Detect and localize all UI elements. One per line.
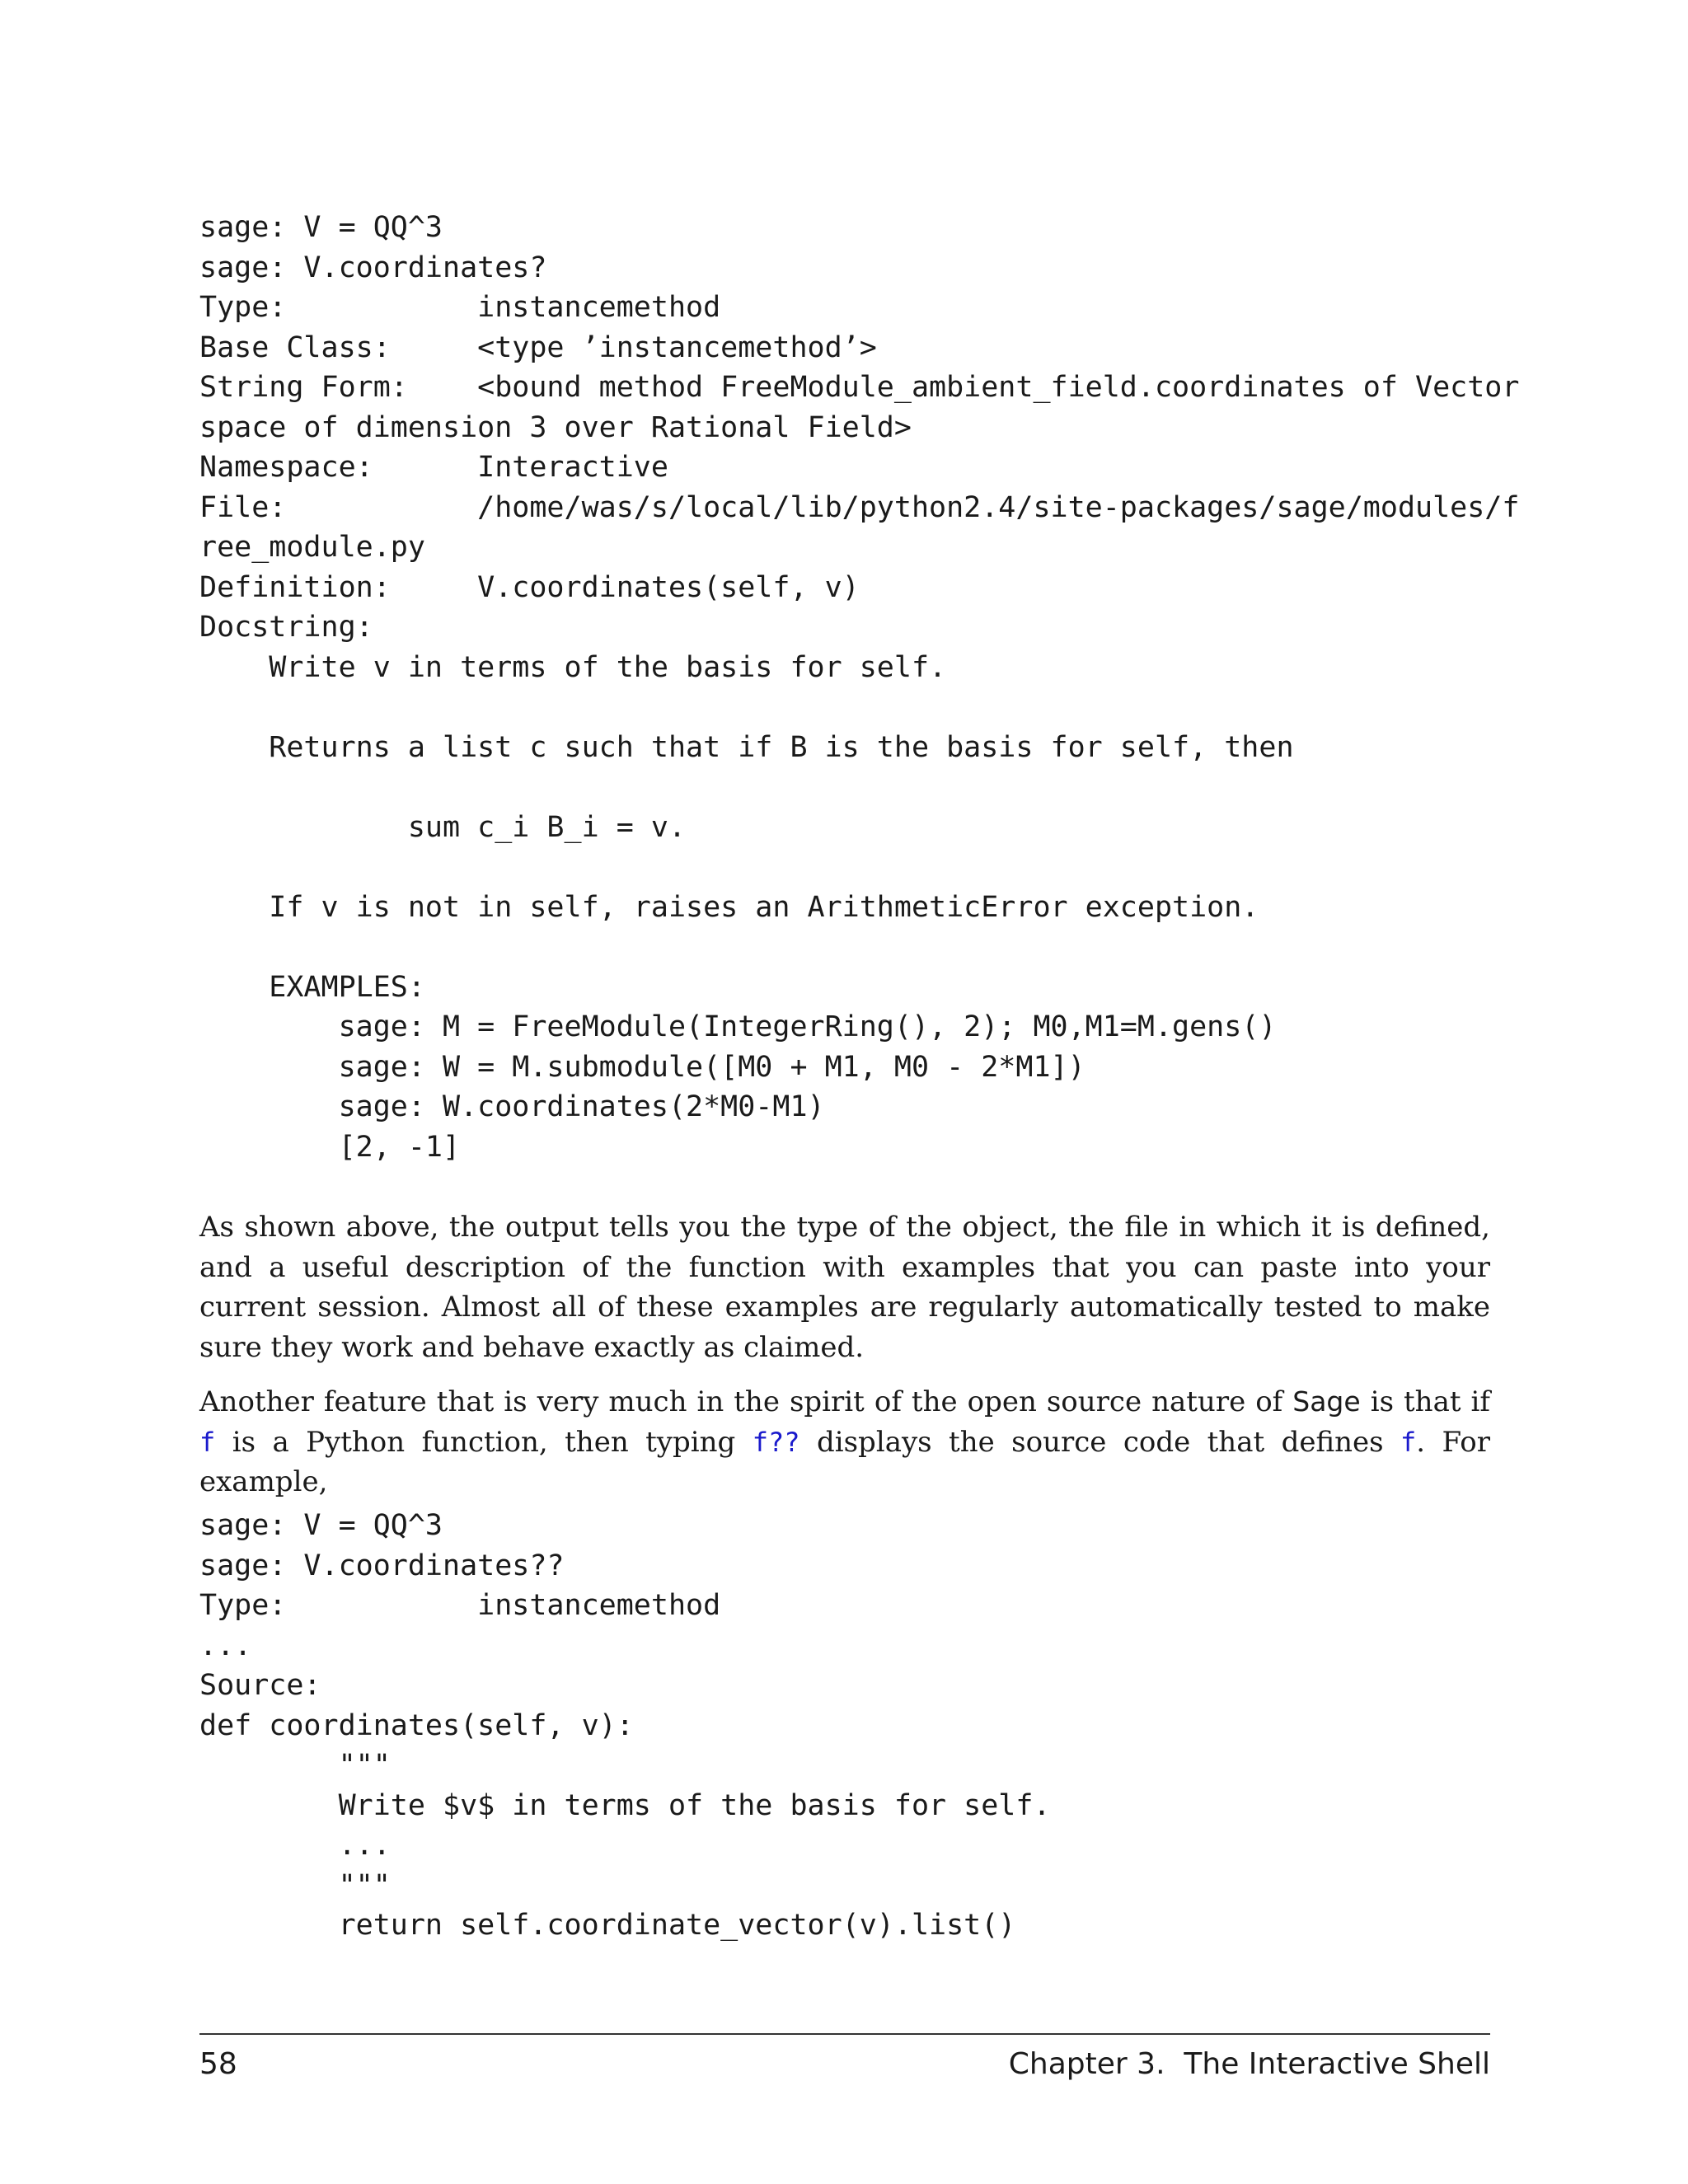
paragraph-text: is a Python function, then typing bbox=[215, 1425, 753, 1459]
code-line: Type: instancemethod bbox=[199, 291, 721, 324]
code-line: sage: V.coordinates? bbox=[199, 251, 547, 284]
code-line: """ bbox=[199, 1749, 391, 1782]
footer-divider bbox=[199, 2033, 1490, 2035]
code-line: Write $v$ in terms of the basis for self. bbox=[199, 1788, 1051, 1822]
paragraph-text: Another feature that is very much in the spirit of the open source nature of bbox=[199, 1385, 1293, 1418]
code-line: Definition: V.coordinates(self, v) bbox=[199, 570, 860, 604]
docstring-output-block bbox=[199, 208, 1520, 1167]
code-line: def coordinates(self, v): bbox=[199, 1708, 634, 1742]
code-line: sage: W.coordinates(2*M0-M1) bbox=[199, 1090, 825, 1123]
code-line: sage: W = M.submodule([M0 + M1, M0 - 2*M1]) bbox=[199, 1050, 1085, 1084]
code-line: sage: V = QQ^3 bbox=[199, 211, 443, 244]
code-line: ree_module.py bbox=[199, 531, 425, 564]
code-line: sage: V = QQ^3 bbox=[199, 1509, 443, 1542]
code-line: Docstring: bbox=[199, 611, 373, 644]
source-feature-paragraph bbox=[199, 1382, 1490, 1502]
code-line bbox=[199, 687, 1493, 728]
code-line: ... bbox=[199, 1829, 391, 1862]
code-line: ... bbox=[199, 1629, 252, 1662]
page-number: 58 bbox=[199, 2047, 237, 2081]
code-line: File: /home/was/s/local/lib/python2.4/site-packages/sage/modules/f bbox=[199, 490, 1520, 524]
code-line: Write v in terms of the basis for self. bbox=[199, 650, 947, 684]
sage-name: Sage bbox=[1292, 1385, 1361, 1418]
code-line: sage: M = FreeModule(IntegerRing(), 2); M0,M1=M.gens() bbox=[199, 1010, 1277, 1043]
code-line: Namespace: Interactive bbox=[199, 451, 668, 484]
code-line bbox=[199, 847, 1493, 888]
explanation-paragraph: As shown above, the output tells you the type of the object, the file in which it is defined, and a useful description of the function with examples that you can paste into your current session. Almost all of these examples are regularly automatically tested to make sure they work and behave exactly as claimed. bbox=[199, 1211, 1490, 1364]
code-line: return self.coordinate_vector(v).list() bbox=[199, 1909, 1016, 1942]
code-line: sum c_i B_i = v. bbox=[199, 810, 687, 844]
code-line: [2, -1] bbox=[199, 1130, 461, 1164]
inline-code-f: f bbox=[199, 1426, 216, 1458]
inline-code-f-double-question: f?? bbox=[752, 1426, 800, 1458]
paragraph-text: is that if bbox=[1360, 1385, 1490, 1418]
code-line: sage: V.coordinates?? bbox=[199, 1549, 565, 1582]
code-line: space of dimension 3 over Rational Field> bbox=[199, 410, 912, 444]
inline-code-f: f bbox=[1400, 1426, 1417, 1458]
source-output-block bbox=[199, 1506, 1493, 1946]
code-line bbox=[199, 927, 1493, 968]
code-line: Base Class: <type ’instancemethod’> bbox=[199, 330, 877, 364]
code-line: If v is not in self, raises an ArithmeticError exception. bbox=[199, 890, 1259, 924]
paragraph-text: displays the source code that defines bbox=[799, 1425, 1401, 1459]
code-line: """ bbox=[199, 1868, 391, 1902]
code-line: EXAMPLES: bbox=[199, 970, 425, 1004]
code-line: Source: bbox=[199, 1669, 321, 1702]
code-line bbox=[199, 767, 1493, 808]
chapter-title: Chapter 3. The Interactive Shell bbox=[1008, 2047, 1490, 2081]
code-line: Returns a list c such that if B is the basis for self, then bbox=[199, 730, 1294, 764]
code-line: String Form: <bound method FreeModule_ambient_field.coordinates of Vector bbox=[199, 371, 1520, 404]
code-line: Type: instancemethod bbox=[199, 1589, 721, 1622]
paragraph-text: . For example, bbox=[199, 1425, 1490, 1498]
